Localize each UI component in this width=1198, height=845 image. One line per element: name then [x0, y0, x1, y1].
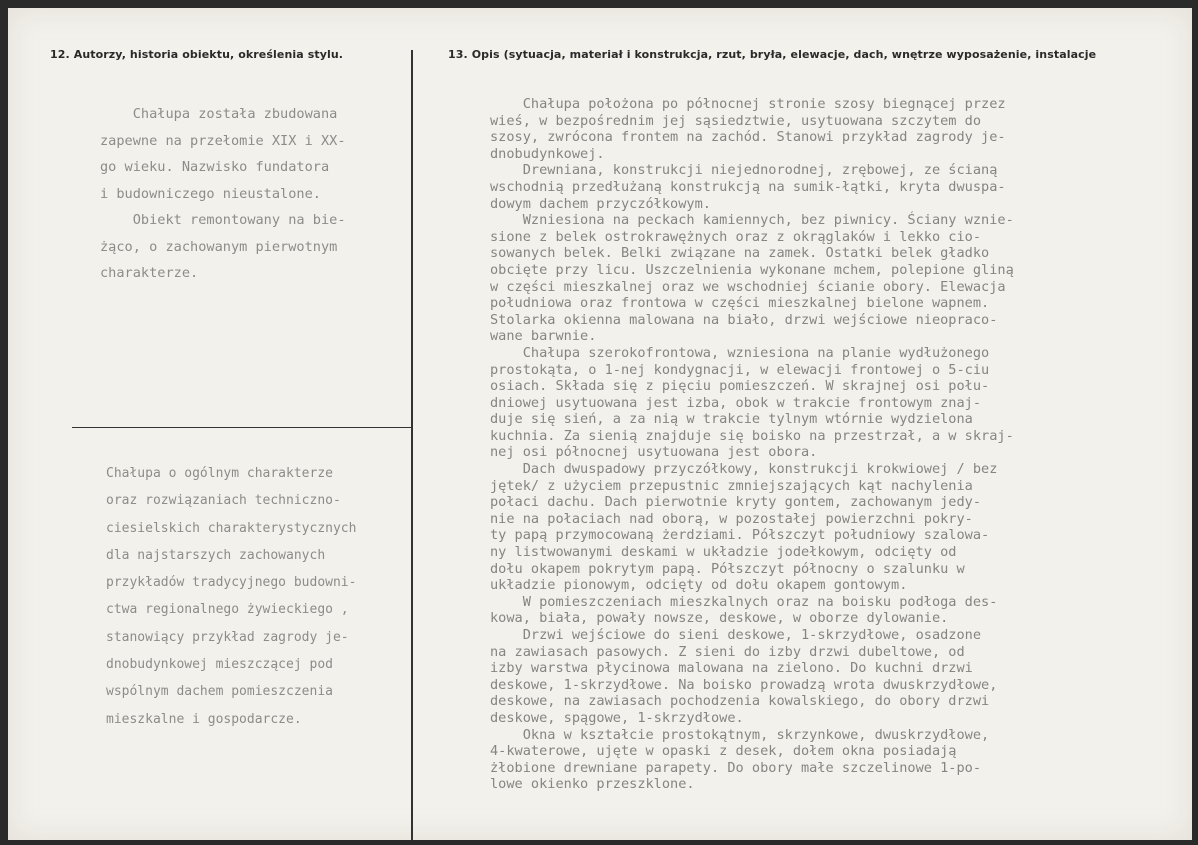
text-line: stanowiący przykład zagrody je- [106, 629, 349, 645]
text-line: charakterze. [100, 265, 199, 281]
section-13-text [490, 96, 1014, 793]
text-line: układzie pionowym, odcięty od dołu okapem gontowym. [490, 577, 908, 594]
text-line: deskowe, spągowe, 1-skrzydłowe. [490, 709, 744, 726]
text-line: jętek/ z użyciem przepustnic zmniejszających kąt nachylenia [490, 477, 973, 494]
text-line: Dach dwuspadowy przyczółkowy, konstrukcji krokwiowej / bez [490, 461, 998, 478]
text-line: Chałupa położona po północnej stronie szosy biegnącej przez [490, 96, 1006, 112]
section-13-header: 13. Opis (sytuacja, materiał i konstrukcja, rzut, bryła, elewacje, dach, wnętrze wyposażenie, instalacje [448, 48, 1097, 61]
text-line: Stolarka okienna malowana na biało, drzwi wejściowe nieopraco- [490, 311, 998, 328]
text-line: dniowej usytuowana jest izba, obok w trakcie frontowym znaj- [490, 394, 982, 411]
text-line: połaci dachu. Dach pierwotnie kryty gontem, zachowanym jedy- [490, 494, 982, 511]
text-line: sowanych belek. Belki związane na zamek. Ostatki belek gładko [490, 245, 990, 262]
text-line: Okna w kształcie prostokątnym, skrzynkowe, dwuskrzydłowe, [490, 726, 990, 743]
text-line: Obiekt remontowany na bie- [100, 212, 346, 228]
section-12-text [100, 101, 346, 287]
text-line: go wieku. Nazwisko fundatora [100, 159, 330, 175]
text-line: izby warstwa płycinowa malowana na zielono. Do kuchni drzwi [490, 660, 973, 677]
text-line: oraz rozwiązaniach techniczno- [106, 493, 341, 509]
text-line: mieszkalne i gospodarcze. [106, 711, 302, 727]
left-section-divider [72, 427, 413, 428]
text-line: przykładów tradycyjnego budowni- [106, 575, 357, 591]
text-line: ciesielskich charakterystycznych [106, 520, 357, 536]
text-line: wieś, w bezpośrednim jej sąsiedztwie, usytuowana szczytem do [490, 112, 982, 129]
text-line: dnobudynkowej. [490, 145, 605, 162]
text-line: sione z belek ostrokrawężnych oraz z okrąglaków i lekko cio- [490, 228, 982, 245]
text-line: obcięte przy licu. Uszczelnienia wykonane mchem, polepione gliną [490, 261, 1014, 278]
text-line: Chałupa została zbudowana [100, 106, 338, 122]
text-line: Chałupa szerokofrontowa, wzniesiona na planie wydłużonego [490, 344, 990, 361]
text-line: osiach. Składa się z pięciu pomieszczeń. W skrajnej osi połu- [490, 378, 990, 395]
text-line: deskowe, 1-skrzydłowe. Na boisko prowadzą wrota dwuskrzydłowe, [490, 676, 998, 693]
text-line: Drzwi wejściowe do sieni deskowe, 1-skrzydłowe, osadzone [490, 627, 982, 643]
text-line: wane barwnie. [490, 328, 597, 345]
text-line: wschodnią przedłużaną konstrukcją na sumik-łątki, kryta dwuspa- [490, 178, 1006, 195]
text-line: deskowe, na zawiasach pochodzenia kowalskiego, do obory drzwi [490, 693, 990, 710]
text-line: na zawiasach pasowych. Z sieni do izby drzwi dubeltowe, od [490, 643, 965, 660]
document-sheet [8, 8, 1192, 840]
text-line: dnobudynkowej mieszczącej pod [106, 657, 333, 673]
text-line: W pomieszczeniach mieszkalnych oraz na boisku podłoga des- [490, 593, 998, 610]
text-line: dla najstarszych zachowanych [106, 547, 326, 563]
text-line: zapewne na przełomie XIX i XX- [100, 132, 346, 149]
text-line: nej osi północnej usytuowana jest obora. [490, 444, 818, 461]
text-line: i budowniczego nieustalone. [100, 185, 321, 202]
text-line: nie na połaciach nad oborą, w pozostałej powierzchni pokry- [490, 510, 973, 527]
text-line: ty papą przymocowaną żerdziami. Półszczyt południowy szalowa- [490, 527, 990, 544]
summary-text [106, 460, 356, 733]
text-line: Drewniana, konstrukcji niejednorodnej, zrębowej, ze ścianą [490, 162, 998, 179]
text-line: duje się sień, a za nią w trakcie tylnym wtórnie wydzielona [490, 411, 973, 428]
text-line: ny listwowanymi deskami w układzie jodełkowym, odcięty od [490, 544, 957, 561]
text-line: kuchnia. Za sienią znajduje się boisko na przestrzał, a w skraj- [490, 427, 1014, 444]
text-line: ctwa regionalnego żywieckiego , [106, 602, 349, 618]
text-line: Wzniesiona na peckach kamiennych, bez piwnicy. Ściany wznie- [490, 212, 1014, 229]
text-line: żąco, o zachowanym pierwotnym [100, 238, 338, 255]
text-line: dowym dachem przyczółkowym. [490, 195, 711, 212]
text-line: dołu okapem pokrytym papą. Półszczyt północny o szalunku w [490, 560, 965, 577]
text-line: kowa, biała, powały nowsze, deskowe, w oborze dylowanie. [490, 610, 949, 627]
text-line: południowa oraz frontowa w części mieszkalnej bielone wapnem. [490, 295, 990, 312]
text-line: prostokąta, o 1-nej kondygnacji, w elewacji frontowej o 5-ciu [490, 361, 990, 378]
text-line: szosy, zwrócona frontem na zachód. Stanowi przykład zagrody je- [490, 129, 1006, 146]
text-line: 4-kwaterowe, ujęte w opaski z desek, dołem okna posiadają [490, 743, 957, 760]
text-line: lowe okienko przeszklone. [490, 776, 695, 793]
text-line: żłobione drewniane parapety. Do obory małe szczelinowe 1-po- [490, 759, 982, 776]
section-12-header: 12. Autorzy, historia obiektu, określenia stylu. [50, 48, 344, 61]
column-divider [411, 50, 413, 840]
text-line: w części mieszkalnej oraz we wschodniej ścianie obory. Elewacja [490, 278, 1006, 295]
text-line: wspólnym dachem pomieszczenia [106, 684, 333, 700]
text-line: Chałupa o ogólnym charakterze [106, 466, 333, 481]
